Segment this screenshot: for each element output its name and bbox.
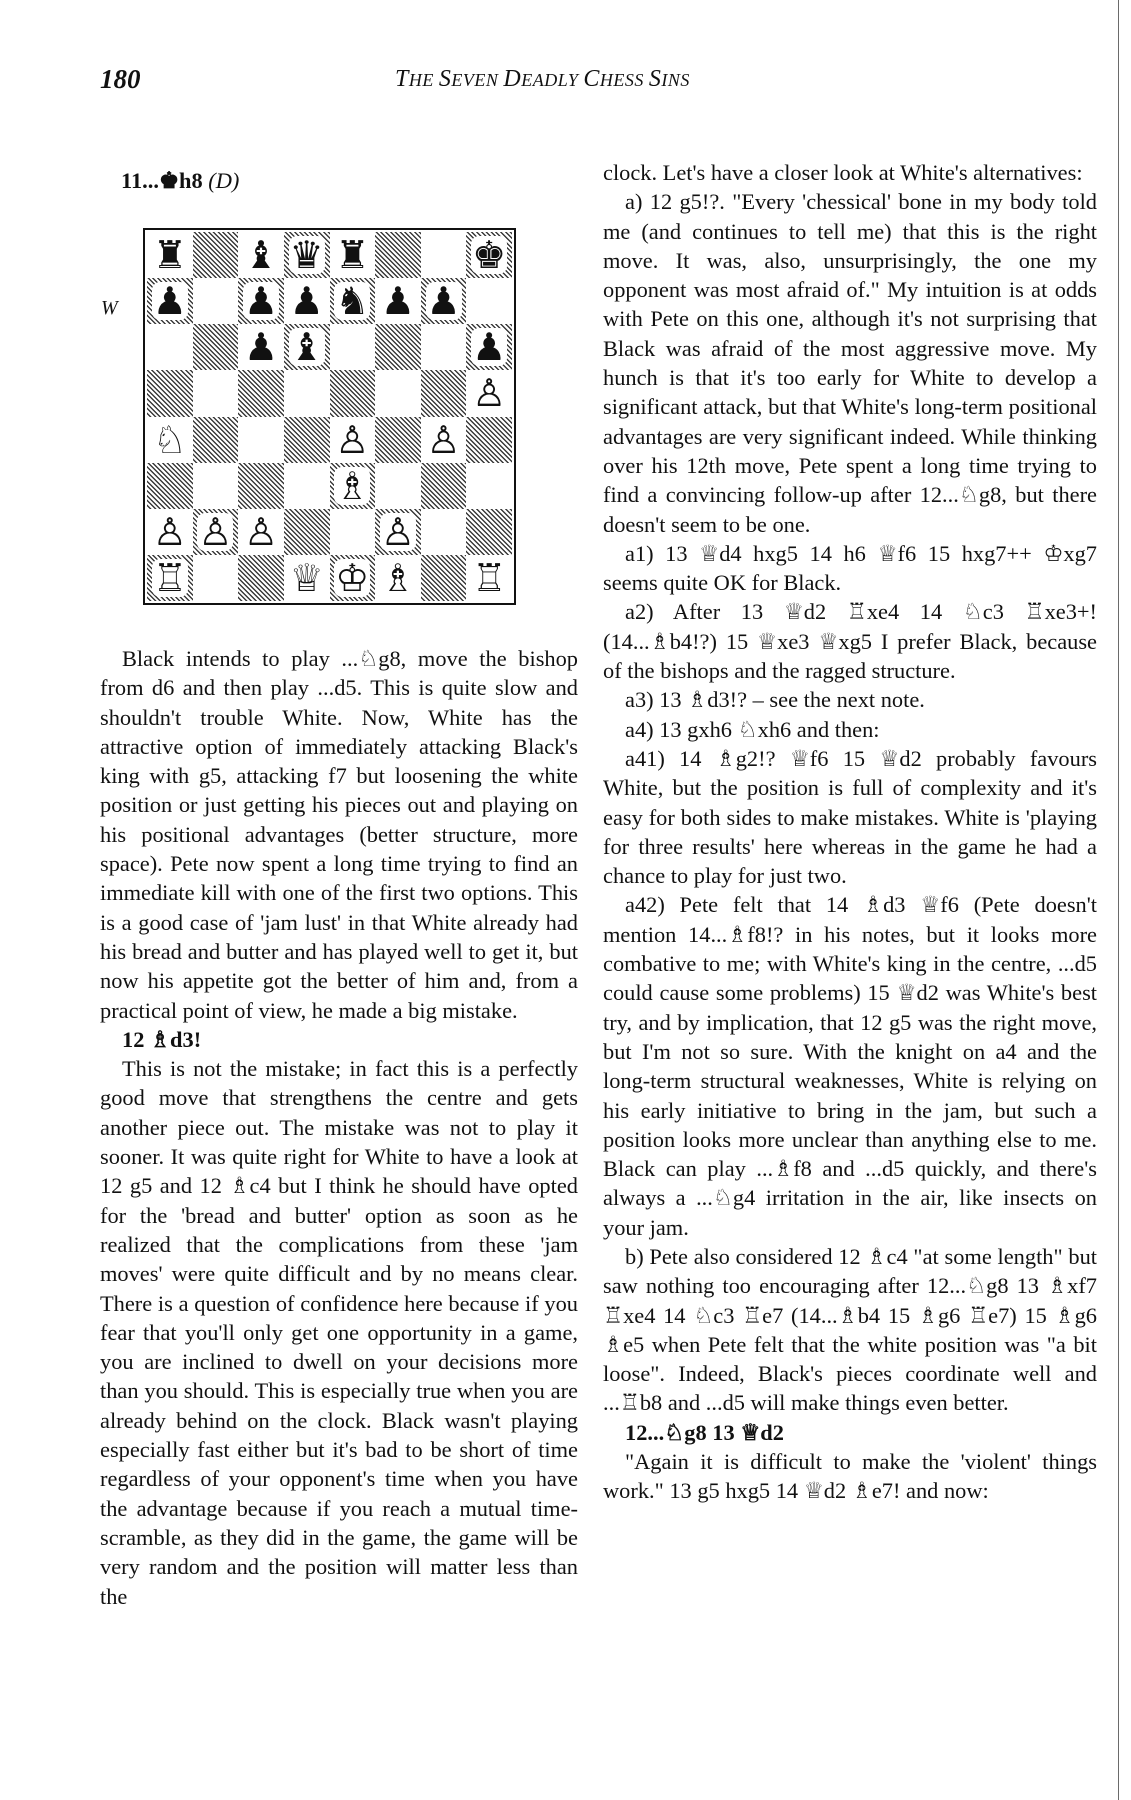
paragraph: This is not the mistake; in fact this is a perfectly good move that strengthens the centre and gets another piece out. The mistake was not to play it sooner. It was quite right for White to have a look at 12 g5 and 12 ♗c4 but I think he should have opted for the 'bread and butter' option as soon as he realized that the complications from these 'jam moves' were quite difficult and by no means clear. There is a question of confidence here because if you fear that you'll only get one opportunity in a game, you are inclined to dwell on your decisions more than you should. This is especially true when you are already behind on the clock. Black wasn't playing especially fast either but it's bad to be short of time regardless of your opponent's time when you have the advantage because if you reach a mutual time-scramble, as they did in the game, the game will be very random and the position will matter less than the — [100, 1056, 578, 1609]
paragraph: a) 12 g5!?. "Every 'chessical' bone in my body told me (and continues to tell me) that this is the right move. It was, also, unsurprisingly, the one my opponent was most afraid of." My intuition is at odds with Pete on this one, although it's not surprising that Black was afraid of the most aggressive move. My hunch is that it's too early for White to develop a significant attack, but that White's long-term positional advantages are very significant indeed. While thinking over his 12th move, Pete spent a long time trying to find a convincing follow-up after 12...♘g8, but there doesn't seem to be one. — [603, 189, 1097, 537]
square-e1 — [330, 555, 376, 601]
square-b7 — [193, 278, 239, 324]
chess-piece: ♕ — [289, 555, 324, 600]
square-a7 — [147, 278, 193, 324]
paragraph: a4) 13 gxh6 ♘xh6 and then: — [625, 716, 880, 742]
paragraph: a1) 13 ♕d4 hxg5 14 h6 ♕f6 15 hxg7++ ♔xg7 seems quite OK for Black. — [603, 540, 1097, 596]
square-g7 — [421, 278, 467, 324]
square-f1 — [375, 555, 421, 601]
chess-piece: ♟ — [152, 279, 187, 324]
chess-piece: ♙ — [335, 417, 370, 462]
square-e7 — [330, 278, 376, 324]
square-f5 — [375, 370, 421, 416]
square-c6 — [238, 324, 284, 370]
square-c5 — [238, 370, 284, 416]
chess-piece: ♙ — [244, 509, 279, 554]
diagram-caption — [121, 168, 239, 194]
square-e8 — [330, 232, 376, 278]
chess-diagram — [147, 232, 512, 601]
running-header — [100, 64, 1090, 104]
side-to-move-label: W — [101, 297, 118, 319]
square-g3 — [421, 463, 467, 509]
chess-piece: ♝ — [244, 233, 279, 278]
chess-piece: ♗ — [335, 463, 370, 508]
chess-piece: ♙ — [152, 509, 187, 554]
square-b6 — [193, 324, 239, 370]
square-b2 — [193, 509, 239, 555]
square-a5 — [147, 370, 193, 416]
chess-piece: ♔ — [335, 555, 370, 600]
move-heading: 12...♘g8 13 ♕d2 — [625, 1419, 784, 1445]
square-h6 — [466, 324, 512, 370]
square-g5 — [421, 370, 467, 416]
chess-piece: ♚ — [472, 233, 507, 278]
square-f3 — [375, 463, 421, 509]
square-d4 — [284, 417, 330, 463]
diagram-caption-note: (D) — [208, 168, 240, 193]
square-g1 — [421, 555, 467, 601]
left-text-column — [100, 644, 578, 1611]
square-e2 — [330, 509, 376, 555]
square-b5 — [193, 370, 239, 416]
move-heading: 12 ♗d3! — [122, 1026, 202, 1052]
square-a1 — [147, 555, 193, 601]
chess-piece: ♛ — [289, 233, 324, 278]
paragraph: a3) 13 ♗d3!? – see the next note. — [625, 687, 925, 713]
square-a6 — [147, 324, 193, 370]
square-b1 — [193, 555, 239, 601]
paragraph: a2) After 13 ♕d2 ♖xe4 14 ♘c3 ♖xe3+! (14...♗b4!?) 15 ♕xe3 ♕xg5 I prefer Black, because of the bishops and the ragged structure. — [603, 599, 1097, 684]
square-d2 — [284, 509, 330, 555]
page-edge-line — [1118, 0, 1119, 1800]
chess-piece: ♖ — [472, 555, 507, 600]
paragraph: a42) Pete felt that 14 ♗d3 ♕f6 (Pete doesn't mention 14...♗f8!? in his notes, but it looks more combative to me; with White's king in the centre, ...d5 could cause some problems) 15 ♕d2 was White's best try, and by implication, that 12 g5 was the right move, but I'm not so sure. With the knight on a4 and the long-term structural weaknesses, White is relying on his early initiative to bring in the jam, but such a position looks more unclear than anything else to me. Black can play ...♗f8 and ...d5 quickly, and there's always a ...♘g4 irritation in the air, like insects on your jam. — [603, 892, 1097, 1240]
square-f2 — [375, 509, 421, 555]
chess-piece: ♟ — [426, 279, 461, 324]
square-c3 — [238, 463, 284, 509]
square-e4 — [330, 417, 376, 463]
square-f8 — [375, 232, 421, 278]
chess-piece: ♜ — [152, 233, 187, 278]
square-a3 — [147, 463, 193, 509]
square-d6 — [284, 324, 330, 370]
square-h4 — [466, 417, 512, 463]
paragraph: Black intends to play ...♘g8, move the bishop from d6 and then play ...d5. This is quite slow and shouldn't trouble White. Now, White has the attractive option of immediately attacking Black's king with g5, attacking f7 but loosening the white position or just getting his pieces out and playing on his positional advantages (better structure, more space). Pete now spent a long time trying to find an immediate kill with one of the first two options. This is a good case of 'jam lust' in that White already had his bread and butter and has played well to get it, but now his appetite got the better of him and, from a practical point of view, he made a big mistake. — [100, 646, 578, 1023]
square-d8 — [284, 232, 330, 278]
chess-piece: ♙ — [472, 371, 507, 416]
square-c7 — [238, 278, 284, 324]
square-c4 — [238, 417, 284, 463]
square-a2 — [147, 509, 193, 555]
square-d5 — [284, 370, 330, 416]
square-c2 — [238, 509, 284, 555]
square-h5 — [466, 370, 512, 416]
square-e5 — [330, 370, 376, 416]
square-d1 — [284, 555, 330, 601]
chess-piece: ♙ — [426, 417, 461, 462]
chess-piece: ♙ — [198, 509, 233, 554]
square-h2 — [466, 509, 512, 555]
square-h7 — [466, 278, 512, 324]
square-h8 — [466, 232, 512, 278]
chess-piece: ♟ — [289, 279, 324, 324]
paragraph: b) Pete also considered 12 ♗c4 "at some length" but saw nothing too encouraging after 12...♘g8 13 ♗xf7 ♖xe4 14 ♘c3 ♖e7 (14...♗b4 15 ♗g6 ♖e7) 15 ♗g6 ♗e5 when Pete felt that the white position was "a bit loose". Indeed, Black's pieces coordinate well and ...♖b8 and ...d5 will make things even better. — [603, 1243, 1097, 1416]
square-b3 — [193, 463, 239, 509]
chess-piece: ♗ — [380, 555, 415, 600]
chess-piece: ♜ — [335, 233, 370, 278]
paragraph: a41) 14 ♗g2!? ♕f6 15 ♕d2 probably favours White, but the position is full of complexity and it's easy for both sides to make mistakes. White is 'playing for three results' here whereas in the game he had a chance to play for just two. — [603, 745, 1097, 889]
chess-piece: ♟ — [380, 279, 415, 324]
square-c8 — [238, 232, 284, 278]
page-number: 180 — [100, 64, 141, 94]
paragraph: "Again it is difficult to make the 'violent' things work." 13 g5 hxg5 14 ♕d2 ♗e7! and now: — [603, 1449, 1097, 1504]
right-text-column — [603, 158, 1097, 1506]
square-e6 — [330, 324, 376, 370]
chess-piece: ♞ — [335, 279, 370, 324]
chess-piece: ♘ — [152, 417, 187, 462]
square-h1 — [466, 555, 512, 601]
chess-piece: ♟ — [244, 279, 279, 324]
square-g2 — [421, 509, 467, 555]
square-f7 — [375, 278, 421, 324]
chess-piece: ♟ — [244, 325, 279, 370]
chess-piece: ♟ — [472, 325, 507, 370]
square-g6 — [421, 324, 467, 370]
chess-piece: ♝ — [289, 325, 324, 370]
square-c1 — [238, 555, 284, 601]
running-title: THE SEVEN DEADLY CHESS SINS — [395, 66, 690, 92]
diagram-caption-move: 11...♚h8 — [121, 168, 203, 193]
square-h3 — [466, 463, 512, 509]
square-a4 — [147, 417, 193, 463]
square-a8 — [147, 232, 193, 278]
chess-piece: ♖ — [152, 555, 187, 600]
paragraph: clock. Let's have a closer look at White's alternatives: — [603, 160, 1083, 185]
chess-piece: ♙ — [380, 509, 415, 554]
square-b8 — [193, 232, 239, 278]
square-g8 — [421, 232, 467, 278]
square-d7 — [284, 278, 330, 324]
square-f4 — [375, 417, 421, 463]
square-d3 — [284, 463, 330, 509]
square-g4 — [421, 417, 467, 463]
square-e3 — [330, 463, 376, 509]
square-f6 — [375, 324, 421, 370]
square-b4 — [193, 417, 239, 463]
